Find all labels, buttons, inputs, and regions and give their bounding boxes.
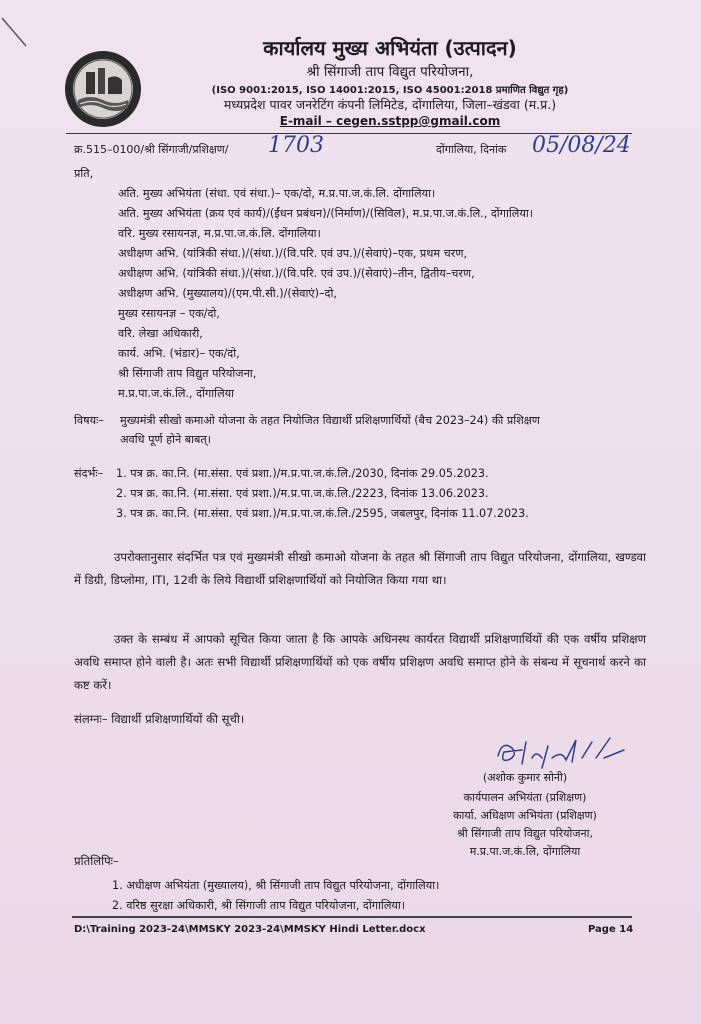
signatory-designation-2: कार्या. अधिक्षण अभियंता (प्रशिक्षण) [453, 809, 597, 822]
company-logo-icon [64, 50, 142, 128]
enclosure-line: संलग्नः– विद्यार्थी प्रशिक्षणार्थियों की सूची। [74, 712, 245, 726]
email-address: E-mail – cegen.sstpp@gmail.com [279, 114, 501, 128]
references-label: संदर्भः– [74, 467, 104, 480]
footer-page-number: Page 14 [588, 924, 634, 935]
recipient-line: कार्य. अभि. (भंडार)– एक/दो, [118, 347, 240, 360]
recipient-line: म.प्र.पा.ज.कं.लि., दोंगालिया [118, 387, 235, 400]
subject-line-1: मुख्यमंत्री सीखो कमाओ योजना के तहत नियोजित विद्यार्थी प्रशिक्षणार्थियों (बैच 2023–24) की प्रशिक्षण [120, 414, 540, 427]
signatory-org-2: म.प्र.पा.ज.कं.लि, दोंगालिया [469, 845, 581, 858]
reference-number-prefix: क्र.515–0100/श्री सिंगाजी/प्रशिक्षण/ [74, 143, 229, 156]
recipient-line: श्री सिंगाजी ताप विद्युत परियोजना, [118, 367, 257, 380]
recipient-line: अति. मुख्य अभियंता (संधा. एवं संधा.)– एक/दो, म.प्र.पा.ज.कं.लि. दोंगालिया। [118, 187, 436, 200]
body-paragraph-1: उपरोक्तानुसार संदर्भित पत्र एवं मुख्यमंत्री सीखो कमाओ योजना के तहत श्री सिंगाजी ताप विद्युत परियोजना, दोंगालिया, खण्डवा में डिग्री, डिप्लोमा, ITI, 12वी के लिये विद्यार्थी प्रशिक्षणार्थियों को नियोजित किया गया था। [74, 550, 646, 587]
corner-pen-mark [0, 0, 30, 60]
subject-label: विषयः– [74, 414, 104, 427]
recipient-line: अधीक्षण अभि. (यांत्रिकी संधा.)/(संधा.)/(वि.परि. एवं उप.)/(सेवाएं)–एक, प्रथम चरण, [118, 247, 467, 260]
copy-item: 2. वरिष्ठ सुरक्षा अधिकारी, श्री सिंगाजी ताप विद्युत परियोजना, दोंगालिया। [112, 899, 406, 912]
recipient-line: अधीक्षण अभि. (मुख्यालय)/(एम.पी.सी.)/(सेवाएं)–दो, [118, 287, 337, 300]
recipient-line: मुख्य रसायनज्ञ – एक/दो, [118, 307, 220, 320]
signatory-org-1: श्री सिंगाजी ताप विद्युत परियोजना, [457, 827, 593, 840]
subject-line-2: अवधि पूर्ण होने बाबत्। [120, 433, 211, 446]
copy-label: प्रतिलिपिः– [74, 854, 119, 868]
project-name: श्री सिंगाजी ताप विद्युत परियोजना, [306, 64, 474, 80]
reference-number-handwritten: 1703 [268, 133, 324, 158]
footer-file-path: D:\Training 2023-24\MMSKY 2023-24\MMSKY Hindi Letter.docx [74, 924, 426, 935]
office-title: कार्यालय मुख्य अभियंता (उत्पादन) [263, 36, 517, 60]
recipient-line: अधीक्षण अभि. (यांत्रिकी संधा.)/(संधा.)/(वि.परि. एवं उप.)/(सेवाएं)–तीन, द्वितीय–चरण, [118, 267, 475, 280]
signatory-name: (अशोक कुमार सोनी) [482, 771, 568, 784]
body-paragraph-2: उक्त के सम्बंध में आपको सूचित किया जाता है कि आपके अधिनस्थ कार्यरत विद्यार्थी प्रशिक्षणार्थियों की एक वर्षीय प्रशिक्षण अवधि समाप्त होने वाली है। अतः सभी विद्यार्थी प्रशिक्षणार्थियों को एक वर्षीय प्रशिक्षण अवधि समाप्त होने के संबन्ध में सूचनार्थ करने का कष्ट करें। [74, 632, 646, 692]
copy-item: 1. अधीक्षण अभियंता (मुख्यालय), श्री सिंगाजी ताप विद्युत परियोजना, दोंगालिया। [112, 879, 440, 892]
signatory-designation-1: कार्यपालन अभियंता (प्रशिक्षण) [463, 791, 587, 804]
place-date-label: दोंगालिया, दिनांक [436, 143, 507, 156]
reference-item: 3. पत्र क्र. का.नि. (मा.संसा. एवं प्रशा.)/म.प्र.पा.ज.कं.लि./2595, जबलपुर, दिनांक 11.07.2023. [116, 507, 529, 520]
reference-item: 1. पत्र क्र. का.नि. (मा.संसा. एवं प्रशा.)/म.प्र.पा.ज.कं.लि./2030, दिनांक 29.05.2023. [116, 467, 489, 480]
recipient-line: वरि. लेखा अधिकारी, [118, 327, 203, 340]
to-label: प्रति, [74, 167, 94, 180]
recipient-line: अति. मुख्य अभियंता (क्रय एवं कार्य)/(ईंधन प्रबंधन)/(निर्माण)/(सिविल), म.प्र.पा.ज.कं.लि., दोंगालिया। [118, 207, 533, 220]
reference-item: 2. पत्र क्र. का.नि. (मा.संसा. एवं प्रशा.)/म.प्र.पा.ज.कं.लि./2223, दिनांक 13.06.2023. [116, 487, 489, 500]
company-address: मध्यप्रदेश पावर जनरेटिंग कंपनी लिमिटेड, दोंगालिया, जिला–खंडवा (म.प्र.) [223, 97, 557, 112]
recipient-line: वरि. मुख्य रसायनज्ञ, म.प्र.पा.ज.कं.लि. दोंगालिया। [118, 227, 321, 240]
footer-rule [72, 916, 632, 918]
date-handwritten: 05/08/24 [532, 133, 631, 158]
iso-certification: (ISO 9001:2015, ISO 14001:2015, ISO 45001:2018 प्रमाणित विद्युत गृह) [211, 85, 569, 96]
